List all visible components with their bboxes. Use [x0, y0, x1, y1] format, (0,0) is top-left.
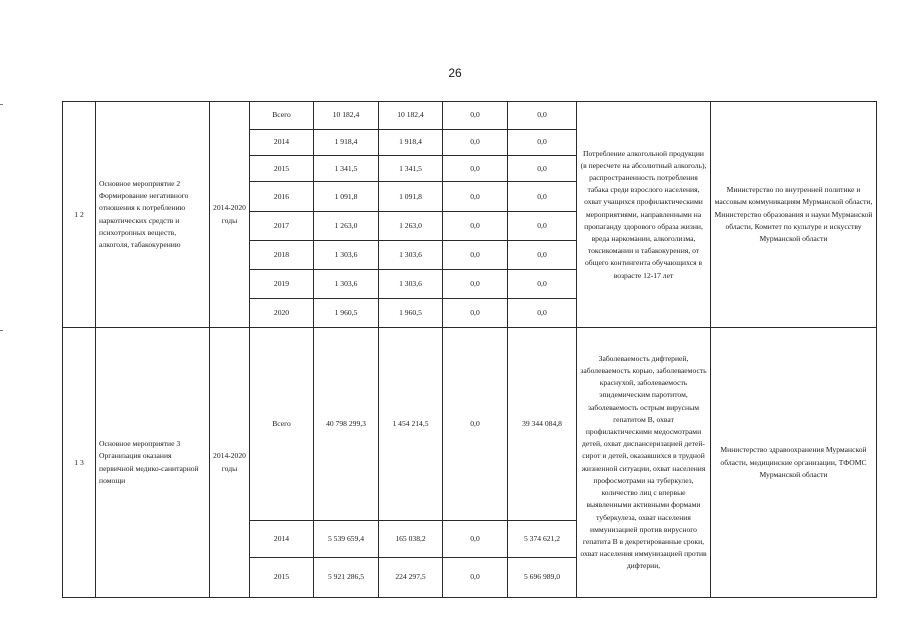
- total-funding-cell: 1 341,5: [314, 156, 379, 182]
- federal-funding-cell: 0,0: [443, 212, 508, 241]
- total-funding-cell: 1 263,0: [314, 212, 379, 241]
- federal-funding-cell: 0,0: [443, 156, 508, 182]
- total-funding-cell: 10 182,4: [314, 102, 379, 130]
- federal-funding-cell: 0,0: [443, 102, 508, 130]
- federal-funding-cell: 0,0: [443, 130, 508, 156]
- other-funding-cell: 0,0: [508, 182, 577, 212]
- year-cell: Всего: [250, 102, 314, 130]
- total-funding-cell: 1 918,4: [314, 130, 379, 156]
- federal-funding-cell: 0,0: [443, 241, 508, 270]
- federal-funding-cell: 0,0: [443, 299, 508, 328]
- federal-funding-cell: 0,0: [443, 520, 508, 557]
- year-cell: 2014: [250, 520, 314, 557]
- federal-funding-cell: 0,0: [443, 270, 508, 299]
- margin-mark: [0, 104, 3, 105]
- table-row: [63, 102, 877, 130]
- regional-funding-cell: 1 454 214,5: [379, 328, 443, 520]
- year-cell: 2015: [250, 156, 314, 182]
- year-cell: 2014: [250, 130, 314, 156]
- federal-funding-cell: 0,0: [443, 557, 508, 597]
- program-activities-table: [62, 101, 877, 598]
- total-funding-cell: 5 921 286,5: [314, 557, 379, 597]
- activity-period: 2014-2020 годы: [210, 102, 250, 328]
- other-funding-cell: 5 696 989,0: [508, 557, 577, 597]
- target-indicators: Заболеваемость дифтерией, заболеваемость корью, заболеваемость краснухой, заболеваемость эпидемическим паротитом, заболеваемость острым вирусным гепатитом В, охват профилактическими медосмотрами детей, охват диспансеризацией детей-сирот и детей, оказавшихся в трудной жизненной ситуации, охват населения профосмотрами на туберкулез, количество лиц с впервые выявленными активными формами туберкулеза, охват населения иммунизацией против вирусного гепатита В в декретированные сроки, охват населения иммунизацией против дифтерии,: [577, 328, 711, 598]
- total-funding-cell: 1 303,6: [314, 270, 379, 299]
- total-funding-cell: 5 539 659,4: [314, 520, 379, 557]
- total-funding-cell: 40 798 299,3: [314, 328, 379, 520]
- other-funding-cell: 0,0: [508, 212, 577, 241]
- regional-funding-cell: 1 091,8: [379, 182, 443, 212]
- other-funding-cell: 39 344 084,8: [508, 328, 577, 520]
- regional-funding-cell: 1 918,4: [379, 130, 443, 156]
- regional-funding-cell: 165 038,2: [379, 520, 443, 557]
- regional-funding-cell: 224 297,5: [379, 557, 443, 597]
- other-funding-cell: 5 374 621,2: [508, 520, 577, 557]
- year-cell: Всего: [250, 328, 314, 520]
- target-indicators: Потребление алкогольной продукции (в пересчете на абсолютный алкоголь), распространенность потребления табака среди взрослого населения, охват учащихся профилактическими мероприятиями, направленными на пропаганду здорового образа жизни, вреда наркомании, алкоголизма, токсикомании и табакокурения, от общего контингента обучающихся в возрасте 12-17 лет: [577, 102, 711, 328]
- activity-title: Основное мероприятие 3 Организация оказания первичной медико-санитарной помощи: [96, 328, 210, 598]
- total-funding-cell: 1 960,5: [314, 299, 379, 328]
- year-cell: 2019: [250, 270, 314, 299]
- year-cell: 2018: [250, 241, 314, 270]
- total-funding-cell: 1 091,8: [314, 182, 379, 212]
- regional-funding-cell: 1 263,0: [379, 212, 443, 241]
- regional-funding-cell: 1 303,6: [379, 270, 443, 299]
- table-row: [63, 328, 877, 520]
- other-funding-cell: 0,0: [508, 270, 577, 299]
- other-funding-cell: 0,0: [508, 130, 577, 156]
- regional-funding-cell: 10 182,4: [379, 102, 443, 130]
- regional-funding-cell: 1 960,5: [379, 299, 443, 328]
- activity-period: 2014-2020 годы: [210, 328, 250, 598]
- activity-index: 1 2: [63, 102, 96, 328]
- federal-funding-cell: 0,0: [443, 328, 508, 520]
- executors: Министерство по внутренней политике и массовым коммуникациям Мурманской области, Министерство образования и науки Мурманской области, Комитет по культуре и искусству Мурманской области: [711, 102, 877, 328]
- regional-funding-cell: 1 341,5: [379, 156, 443, 182]
- year-cell: 2016: [250, 182, 314, 212]
- regional-funding-cell: 1 303,6: [379, 241, 443, 270]
- other-funding-cell: 0,0: [508, 156, 577, 182]
- executors: Министерство здравоохранения Мурманской области, медицинские организации, ТФОМС Мурманской области: [711, 328, 877, 598]
- year-cell: 2020: [250, 299, 314, 328]
- year-cell: 2015: [250, 557, 314, 597]
- total-funding-cell: 1 303,6: [314, 241, 379, 270]
- year-cell: 2017: [250, 212, 314, 241]
- activity-title: Основное мероприятие 2 Формирование негативного отношения к потреблению наркотических средств и психотропных веществ, алкоголя, табакокурению: [96, 102, 210, 328]
- other-funding-cell: 0,0: [508, 241, 577, 270]
- margin-mark: [0, 330, 3, 331]
- activity-index: 1 3: [63, 328, 96, 598]
- federal-funding-cell: 0,0: [443, 182, 508, 212]
- other-funding-cell: 0,0: [508, 102, 577, 130]
- other-funding-cell: 0,0: [508, 299, 577, 328]
- page-number: 26: [448, 66, 462, 80]
